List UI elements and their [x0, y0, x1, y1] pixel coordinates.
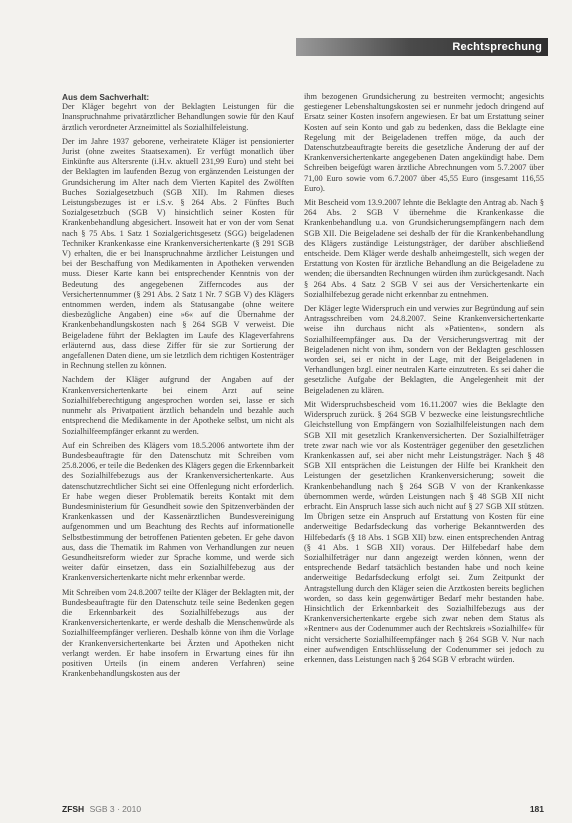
- paragraph: ihm bezogenen Grundsicherung zu bestreiten vermocht; angesichts gestiegener Lebenshaltungskosten sei er nunmehr jedoch dringend auf Ersatz seiner Kosten insofern angewiesen. Er bat um Erstattung seiner Kosten auf sein Konto und gab zu bedenken, dass die Beklagte eine Regelung mit der Beigeladenen treffen möge, da auch der Datenschutzbeauftragte bereits die gesetzliche Änderung der auf der Krankenversichertenkarte angegebenen Daten angekündigt habe. Dem Schreiben beigefügt waren ärztliche Abrechnungen vom 5.7.2007 über 71,00 Euro sowie vom 6.7.2007 über 45,55 Euro (insgesamt 116,55 Euro).: [304, 92, 544, 193]
- journal-issue: SGB 3 · 2010: [89, 804, 142, 814]
- section-heading: Aus dem Sachverhalt:: [62, 92, 150, 102]
- left-column: [62, 92, 294, 798]
- paragraph: Mit Widerspruchsbescheid vom 16.11.2007 wies die Beklagte den Widerspruch zurück. § 264 SGB V bezwecke eine leistungsrechtliche Gleichstellung von Empfängern von Sozialhilfeleistungen nach dem SGB XII mit gesetzlich Krankenversicherten. Der Sozialhilfeträger trete zwar nach wie vor als Kostenträger gegenüber den gesetzlichen Krankenkassen auf, sei aber nicht mehr Leistungsträger. Nach § 48 SGB XII entsprächen die Leistungen der Hilfe bei Krankheit den Leistungen der gesetzlichen Krankenversicherung; soweit die Krankenbehandlung nach § 264 SGB V von der Krankenkasse übernommen werde, würden Leistungen nach § 48 SGB XII nicht erbracht. Ein Anspruch lasse sich auch nicht auf § 27 SGB XII stützen. Im Übrigen setze ein Anspruch auf Erstattung von Kosten für eine anderweitige Bedarfsdeckung das vorherige Bekanntwerden des Hilfebedarfs (§ 18 Abs. 1 SGB XII) bzw. einen entsprechenden Antrag (§ 41 Abs. 1 SGB XII) voraus. Der Hilfebedarf habe dem Sozialhilfeträger nur dann angezeigt werden können, wenn der entsprechende Bedarf tatsächlich bestanden habe und noch keine anderweitige Bedarfsdeckung erfolgt sei. Zum Zeitpunkt der Antragstellung durch den Kläger seien die Arztkosten bereits beglichen worden, so dass kein gegenwärtiger Bedarf mehr bestanden habe. Hinsichtlich der Erkennbarkeit des Sozialhilfebezugs aus der Krankenversichertenkarte ergebe sich zwar neben dem Status als »Rentner« aus der Codenummer auch der Rechtskreis »Sozialhilfe« für nicht versicherte Sozialhilfeempfänger nach § 264 SGB V. Nur nach einer aufwendigen Entschlüsselung der Codenummer sei jedoch zu erkennen, dass Leistungen nach § 264 SGB V erbracht würden.: [304, 399, 544, 664]
- paragraph: Der Kläger begehrt von der Beklagten Leistungen für die Inanspruchnahme privatärztlicher Behandlungen sowie für den Kauf ärztlich verordneter Arzneimittel als Sozialhilfeleistung.: [62, 102, 294, 132]
- paragraph: Der Kläger legte Widerspruch ein und verwies zur Begründung auf sein Antragsschreiben vom 24.8.2007. Seine Krankenversichertenkarte weise ihn durchaus nicht als »Patienten«, sondern als Sozialhilfeempfänger aus. Da der Versicherungsvertrag mit der Beigeladenen nicht von ihm, sondern von der Beklagten geschlossen worden sei, sei er nicht in der Lage, mit der Beigeladenen in Verhandlungen bzgl. einer neutralen Karte einzutreten. Es sei daher die gesetzliche Aufgabe der Beklagten, die Angelegenheit mit der Beigeladenen zu klären.: [304, 304, 544, 395]
- paragraph: Mit Bescheid vom 13.9.2007 lehnte die Beklagte den Antrag ab. Nach § 264 Abs. 2 SGB V übernehme die Krankenkasse die Krankenbehandlung u.a. von Grundsicherungsempfängern nach dem SGB XII. Die Beigeladene sei deshalb der für die Krankenbehandlung des Klägers zuständige Leistungsträger, der darüber abschließend entscheide. Dem Kläger werde deshalb anheimgestellt, sich wegen der Erstattung von Kosten für ärztliche Behandlung an die Beigeladene zu wenden; die übersandten Rechnungen würden ihm zurückgesandt. Nach § 264 Abs. 4 Satz 2 SGB V sei aus der Versichertenkarte ein Sozialhilfebezug gerade nicht erkennbar zu entnehmen.: [304, 198, 544, 299]
- paragraph: Mit Schreiben vom 24.8.2007 teilte der Kläger der Beklagten mit, der Bundesbeauftragte für den Datenschutz teile seine Bedenken gegen die Erkennbarkeit des Sozialhilfebezugs aus der Krankenversichertenkarte, er werde deshalb die Menschenwürde als Sozialhilfeempfänger verlieren. Deshalb könne von ihm die Vorlage der Krankenversichertenkarte bei Ärzten und Apotheken nicht verlangt werden. Er habe insofern in Erwartung eines für ihn positiven Urteils (in einem anderen Verfahren) seine Krankenbehandlungskosten aus der: [62, 587, 294, 679]
- journal-citation: [62, 804, 141, 814]
- paragraph: Der im Jahre 1937 geborene, verheiratete Kläger ist pensionierter Jurist (ohne zweites Staatsexamen). Er verfügt monatlich über Einkünfte aus Altersrente (i.H.v. aktuell 231,99 Euro) und steht bei der Beklagten im laufenden Bezug von ergänzenden Leistungen der Grundsicherung im Alter nach dem Vierten Kapitel des Zwölften Buches Sozialgesetzbuch (SGB XII). Im Rahmen dieses Leistungsbezuges ist er i.S.v. § 264 Abs. 2 Fünftes Buch Sozialgesetzbuch (SGB V) hinsichtlich seiner Kosten für Krankenbehandlung abgesichert. Insoweit hat er von der vom Senat nach § 75 Abs. 1 Satz 1 Sozialgerichtsgesetz (SGG) beigeladenen Techniker Krankenkasse eine Krankenversichertenkarte (§ 291 SGB V) erhalten, die er bei Inanspruchnahme ärztlicher Leistungen und bei der Beschaffung von Medikamenten in Apotheken verwenden muss. Dieser Karte kann bei entsprechender Kenntnis von der Bedeutung des angegebenen Zifferncodes aus der Versichertennummer (§ 291 Abs. 2 Satz 1 Nr. 7 SGB V) des Klägers entnommen werden, indem als Statusangabe (ohne weitere diesbezügliche Angaben) eine »6« auf die Übernahme der Krankenbehandlungskosten nach § 264 SGB V verweist. Die Beigeladene führt der Beklagten im Laufe des Klageverfahrens erläuternd aus, dass diese Ziffer für sie zur Sortierung der angefallenen Daten diene, um sie letztlich dem richtigen Kostenträger in Rechnung stellen zu können.: [62, 136, 294, 371]
- page-footer: [62, 803, 544, 815]
- page-number: 181: [529, 804, 544, 814]
- journal-name: ZFSH: [62, 804, 85, 814]
- paragraph: Auf ein Schreiben des Klägers vom 18.5.2006 antwortete ihm der Bundesbeauftragte für den Datenschutz mit Schreiben vom 25.8.2006, er teile die Bedenken des Klägers gegen die Erkennbarkeit des Sozialhilfebezugs aus der Krankenversichertenkarte. Aus datenschutzrechtlicher Sicht sei eine Offenlegung nicht erforderlich. Er habe wegen dieser Problematik bereits Kontakt mit dem Bundesministerium für Gesundheit sowie den Spitzenverbänden der Krankenkassen und der Kassenärztlichen Bundesvereinigung aufgenommen und um Beachtung des Rechts auf informationelle Selbstbestimmung der betroffenen Patienten gebeten. Er gehe davon aus, dass die Thematik im Rahmen von Verhandlungen zur neuen Gesundheitsreform wieder zur Sprache komme, und werde sich weiter dafür einsetzen, dass ein Sozialhilfebezug aus der Krankenversichertenkarte nicht mehr erkennbar werde.: [62, 440, 294, 583]
- section-header-bar: [296, 38, 548, 56]
- paragraph: Nachdem der Kläger aufgrund der Angaben auf der Krankenversichertenkarte bei einem Arzt auf seine Sozialhilfeberechtigung angesprochen worden sei, lasse er sich nunmehr als Privatpatient ärztlich behandeln und bezahle auch entsprechend die Medikamente in der Apotheke selbst, um nicht als Sozialhilfeempfänger erkannt zu werden.: [62, 375, 294, 436]
- section-title: Rechtsprechung: [452, 41, 542, 53]
- right-column: [304, 92, 544, 798]
